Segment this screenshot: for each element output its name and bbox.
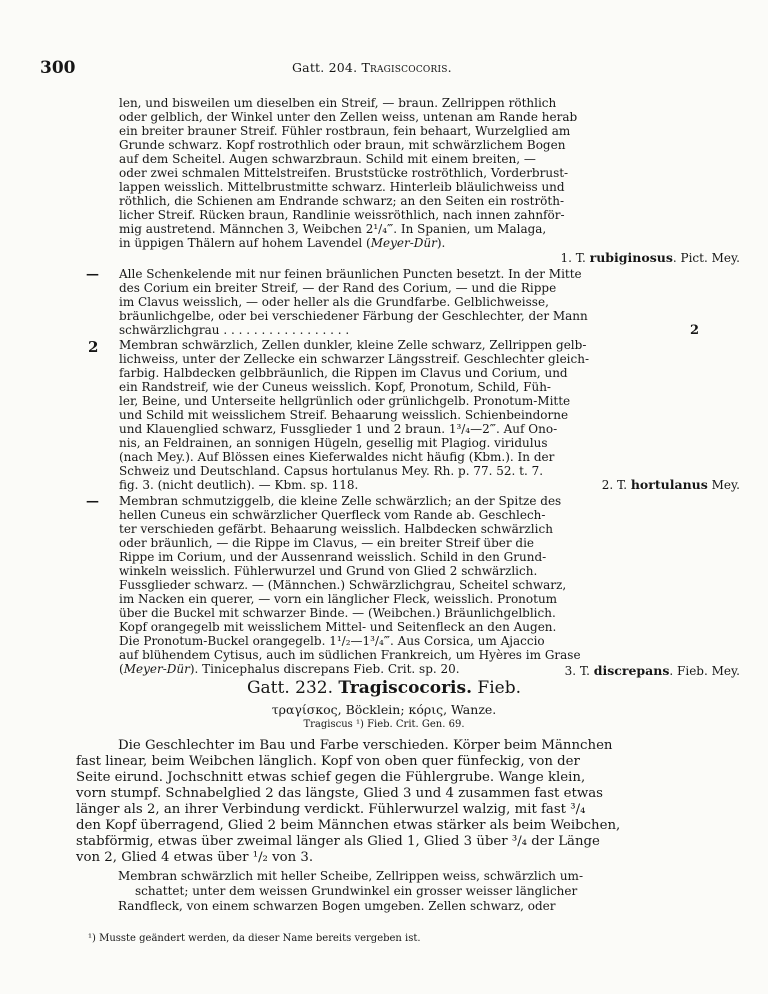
footnote: ¹) Musste geändert werden, da dieser Name bereits vergeben ist. xyxy=(88,933,421,944)
species-line: 1. T. rubiginosus. Pict. Mey. xyxy=(560,250,740,265)
text-line: (Meyer-Dür). Tinicephalus discrepans Fieb. Crit. sp. 20. xyxy=(119,662,460,676)
text-line: licher Streif. Rücken braun, Randlinie weissröthlich, nach innen zahnför- xyxy=(119,208,565,222)
running-title: Gatt. 204. Tragiscocoris. xyxy=(292,60,452,75)
text-line: lappen weisslich. Mittelbrustmitte schwarz. Hinterleib bläulichweiss und xyxy=(119,180,565,194)
key-reference: 2 xyxy=(690,323,700,338)
text-line: auf dem Scheitel. Augen schwarzbraun. Schild mit einem breiten, — xyxy=(119,152,536,166)
text-line: Schweiz und Deutschland. Capsus hortulanus Mey. Rh. p. 77. 52. t. 7. xyxy=(119,464,544,478)
text-line: winkeln weisslich. Fühlerwurzel und Grund von Glied 2 schwärzlich. xyxy=(119,564,538,578)
text-line: hellen Cuneus ein schwärzlicher Querfleck vom Rande ab. Geschlech- xyxy=(119,508,546,522)
text-line: fig. 3. (nicht deutlich). — Kbm. sp. 118. xyxy=(119,478,359,492)
key-marker: 2 xyxy=(88,338,99,356)
text-line: oder bräunlich, — die Rippe im Clavus, — ein breiter Streif über die xyxy=(119,536,535,550)
text-line: ein breiter brauner Streif. Fühler rostbraun, fein behaart, Wurzelglied am xyxy=(119,124,571,138)
description-line: länger als 2, an ihrer Verbindung verdickt. Fühlerwurzel walzig, mit fast ³/₄ xyxy=(76,802,586,817)
text-line: mig austretend. Männchen 3, Weibchen 2¹/₄‴. In Spanien, um Malaga, xyxy=(119,222,547,236)
text-line: auf blühendem Cytisus, auch im südlichen Frankreich, um Hyères im Grase xyxy=(119,648,581,662)
genus-heading: Gatt. 232. Tragiscocoris. Fieb. xyxy=(246,678,522,698)
text-line: und Klauenglied schwarz, Fussglieder 1 und 2 braun. 1³/₄—2‴. Auf Ono- xyxy=(119,422,558,436)
text-line: Fussglieder schwarz. — (Männchen.) Schwärzlichgrau, Scheitel schwarz, xyxy=(119,578,567,592)
description-line: den Kopf überragend, Glied 2 beim Männchen etwas stärker als beim Weibchen, xyxy=(76,818,621,833)
text-line: oder gelblich, der Winkel unter den Zellen weiss, untenan am Rande herab xyxy=(119,110,578,124)
text-line: Grunde schwarz. Kopf rostrothlich oder braun, mit schwärzlichem Bogen xyxy=(119,138,566,152)
text-line: röthlich, die Schienen am Endrande schwarz; an den Seiten ein roströth- xyxy=(119,194,565,208)
description-line: Seite eirund. Jochschnitt etwas schief gegen die Fühlergrube. Wange klein, xyxy=(76,770,586,785)
running-header xyxy=(0,58,768,80)
text-line: lichweiss, unter der Zellecke ein schwarzer Längsstreif. Geschlechter gleich- xyxy=(119,352,590,366)
text-line: in üppigen Thälern auf hohem Lavendel (Meyer-Dür). xyxy=(119,236,446,250)
text-line: Membran schwärzlich mit heller Scheibe, Zellrippen weiss, schwärzlich um- xyxy=(118,869,583,883)
text-line: Die Pronotum-Buckel orangegelb. 1¹/₂—1³/₄‴. Aus Corsica, um Ajaccio xyxy=(119,634,545,648)
text-line: Rippe im Corium, und der Aussenrand weisslich. Schild in den Grund- xyxy=(119,550,547,564)
description-line: von 2, Glied 4 etwas über ¹/₂ von 3. xyxy=(76,850,314,865)
text-line: schwärzlichgrau . . . . . . . . . . . . . . . . . xyxy=(119,323,350,337)
description-line: vorn stumpf. Schnabelglied 2 das längste, Glied 3 und 4 zusammen fast etwas xyxy=(76,786,603,801)
text-line: len, und bisweilen um dieselben ein Streif, — braun. Zellrippen röthlich xyxy=(119,96,557,110)
text-line: farbig. Halbdecken gelbbräunlich, die Rippen im Clavus und Corium, und xyxy=(119,366,568,380)
text-line: ein Randstreif, wie der Cuneus weisslich. Kopf, Pronotum, Schild, Füh- xyxy=(119,380,551,394)
text-line: und Schild mit weisslichem Streif. Behaarung weisslich. Schienbeindorne xyxy=(119,408,569,422)
text-line: schattet; unter dem weissen Grundwinkel ein grosser weisser länglicher xyxy=(135,884,578,898)
text-line: Randfleck, von einem schwarzen Bogen umgeben. Zellen schwarz, oder xyxy=(118,899,556,913)
description-line: stabförmig, etwas über zweimal länger als Glied 1, Glied 3 über ³/₄ der Länge xyxy=(76,834,600,849)
text-line: Membran schwärzlich, Zellen dunkler, kleine Zelle schwarz, Zellrippen gelb- xyxy=(119,338,587,352)
text-line: ter verschieden gefärbt. Behaarung weisslich. Halbdecken schwärzlich xyxy=(119,522,553,536)
description-line: Die Geschlechter im Bau und Farbe verschieden. Körper beim Männchen xyxy=(118,738,613,753)
genus-etymology: τραγίσκος, Böcklein; κόρις, Wanze. xyxy=(271,702,497,717)
text-line: im Clavus weisslich, — oder heller als die Grundfarbe. Gelblichweisse, xyxy=(119,295,549,309)
text-line: oder zwei schmalen Mittelstreifen. Bruststücke roströthlich, Vorderbrust- xyxy=(119,166,569,180)
text-line: des Corium ein breiter Streif, — der Rand des Corium, — und die Rippe xyxy=(119,281,557,295)
text-line: nis, an Feldrainen, an sonnigen Hügeln, gesellig mit Plagiog. viridulus xyxy=(119,436,548,450)
key-marker: — xyxy=(86,494,99,509)
species-line: 2. T. hortulanus Mey. xyxy=(601,477,740,492)
text-line: Kopf orangegelb mit weisslichem Mittel- und Seitenfleck an den Augen. xyxy=(119,620,557,634)
text-line: ler, Beine, und Unterseite hellgrünlich oder grünlichgelb. Pronotum-Mitte xyxy=(119,394,571,408)
text-line: Membran schmutziggelb, die kleine Zelle schwärzlich; an der Spitze des xyxy=(119,494,562,508)
species-line: 3. T. discrepans. Fieb. Mey. xyxy=(564,663,740,678)
text-line: im Nacken ein querer, — vorn ein länglicher Fleck, weisslich. Pronotum xyxy=(119,592,558,606)
text-line: Alle Schenkelende mit nur feinen bräunlichen Puncten besetzt. In der Mitte xyxy=(119,267,582,281)
text-line: über die Buckel mit schwarzer Binde. — (Weibchen.) Bräunlichgelblich. xyxy=(119,606,556,620)
page-number: 300 xyxy=(40,58,76,78)
text-line: bräunlichgelbe, oder bei verschiedener Färbung der Geschlechter, der Mann xyxy=(119,309,588,323)
genus-synonym: Tragiscus ¹) Fieb. Crit. Gen. 69. xyxy=(303,719,465,730)
key-marker: — xyxy=(86,267,99,282)
description-line: fast linear, beim Weibchen länglich. Kopf von oben quer fünfeckig, von der xyxy=(76,754,580,769)
text-line: (nach Mey.). Auf Blössen eines Kieferwaldes nicht häufig (Kbm.). In der xyxy=(119,450,555,464)
